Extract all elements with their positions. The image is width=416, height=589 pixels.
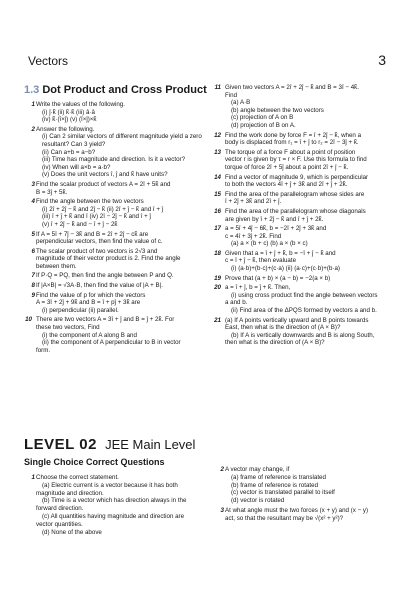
question-item <box>213 284 396 314</box>
question-line: (c) All quantities having magnitude and direction are <box>42 512 185 520</box>
question-line: A = 3î + 2ĵ + 9k̂ and B = î + pĵ + 3k̂ are <box>36 299 141 307</box>
question-number: 4 <box>31 198 35 206</box>
question-item <box>24 272 208 280</box>
question-line: At what angle must the two forces (x + y) and (x − y) <box>225 506 369 514</box>
question-line: (ii) the component of A perpendicular to B in vector <box>42 339 181 347</box>
question-type-heading: Single Choice Correct Questions <box>24 457 165 467</box>
question-number: 2 <box>31 125 35 133</box>
question-line: Answer the following. <box>36 125 95 133</box>
page-header <box>28 54 386 70</box>
question-line: (a) a × (b + c) (b) a × (b × c) <box>231 240 308 248</box>
question-item <box>24 316 208 354</box>
question-line: between them. <box>36 262 77 270</box>
question-line: c = 4î + 3ĵ + 2k̂. Find <box>225 232 282 240</box>
question-line: If |A×B| = √3A·B, then find the value of |A + B|. <box>36 282 163 290</box>
question-number: 5 <box>31 230 35 238</box>
left-question-list <box>24 101 208 354</box>
question-number: 19 <box>214 274 221 282</box>
question-line: magnitude and direction. <box>36 489 104 497</box>
question-number: 8 <box>31 282 35 290</box>
question-line: î + 2ĵ + 3k̂ and 2î + ĵ. <box>225 198 282 206</box>
chapter-title: Vectors <box>28 54 69 68</box>
question-line: (b) frame of reference is rotated <box>231 481 319 489</box>
question-item <box>213 149 396 172</box>
question-line: a = î + ĵ, b = ĵ + k̂. Then, <box>225 284 291 292</box>
bottom-left-question-list <box>24 474 204 536</box>
question-number: 12 <box>214 131 221 139</box>
question-number: 9 <box>31 291 35 299</box>
question-line: these two vectors, Find <box>36 324 100 332</box>
question-line: (b) Time is a vector which has direction always in the <box>42 497 187 505</box>
question-line: (b) angle between the two vectors <box>231 106 324 114</box>
question-item <box>213 250 396 273</box>
question-line: (b) If A is vertically downwards and B is along South, <box>231 331 375 339</box>
level-heading <box>24 436 394 467</box>
question-line: a and b. <box>225 299 248 307</box>
question-line: (c) projection of A on B <box>231 114 294 122</box>
question-line: The torque of a force F about a point of position <box>225 148 356 156</box>
question-number: 20 <box>214 284 221 292</box>
question-number: 1 <box>31 474 35 481</box>
question-line: (ii) Find area of the ΔPQS formed by vectors a and b. <box>231 307 377 315</box>
question-number: 10 <box>25 316 32 324</box>
question-number: 7 <box>31 272 35 280</box>
bottom-right-question-list <box>213 466 396 523</box>
left-column <box>24 84 208 356</box>
question-item <box>24 101 208 124</box>
question-number: 18 <box>214 249 221 257</box>
question-line: Write the values of the following. <box>36 101 125 108</box>
question-line: act, so that the resultant may be √(x² + y²)? <box>225 514 344 522</box>
section-title: Dot Product and Cross Product <box>42 84 207 96</box>
question-line: to both the vectors 4î + ĵ + 3k̂ and 2î + ĵ + 2k̂. <box>225 181 348 189</box>
question-item <box>24 126 208 179</box>
question-line: Find <box>225 91 238 99</box>
question-line: Prove that (a + b) × (a − b) = −2(a × b) <box>225 274 331 282</box>
question-line: then what is the direction of (A × B)? <box>225 339 325 347</box>
question-line: (a) Electric current is a vector because it has both <box>42 481 178 489</box>
question-item <box>24 231 208 246</box>
question-item <box>24 282 208 290</box>
question-number: 21 <box>214 316 221 324</box>
question-line: (i) 2î + 2ĵ − k̂ and 2ĵ − k̂ (ii) 2î + ĵ − k̂ and î + ĵ <box>42 205 164 213</box>
question-number: 16 <box>214 207 221 215</box>
question-item <box>213 132 396 147</box>
question-line: (iii) î + ĵ + k̂ and î (iv) 2î − 2ĵ − k̂ and î + ĵ <box>42 213 151 221</box>
question-line: Find the scalar product of vectors A = 2î + 5k̂ and <box>36 180 171 188</box>
question-line: (d) None of the above <box>42 528 102 536</box>
level-label: LEVEL 02 <box>24 436 97 453</box>
question-line: Find a vector of magnitude 9, which is perpendicular <box>225 173 369 181</box>
question-item <box>213 174 396 189</box>
question-line: are given by î + 2ĵ − k̂ and î + ĵ + 2k̂. <box>225 215 324 223</box>
question-line: There are two vectors A = 3î + ĵ and B = ĵ + 2k̂. For <box>36 316 175 324</box>
question-number: 2 <box>220 466 224 473</box>
question-number: 3 <box>31 180 35 188</box>
question-line: vector quantities. <box>36 520 83 528</box>
question-line: Find the area of the parallelogram whose sides are <box>225 190 365 198</box>
question-line: (iv) k̂·(î×ĵ) (v) (î×ĵ)×k̂ <box>42 116 97 124</box>
question-item <box>24 198 208 228</box>
right-column <box>213 84 396 349</box>
question-line: magnitude of their vector product is 2. Find the angle <box>36 255 181 263</box>
question-number: 17 <box>214 225 221 233</box>
question-line: (iii) Time has magnitude and direction. Is it a vector? <box>42 156 186 164</box>
question-line: (a) If A points vertically upward and B points towards <box>225 316 369 324</box>
question-line: c = î + ĵ − k̂, then evaluate <box>225 257 297 265</box>
question-line: a = 5î + 4ĵ − 6k̂, b = −2î + 2ĵ + 3k̂ and <box>225 225 327 233</box>
question-line: (d) projection of B on A. <box>231 121 296 129</box>
question-line: Find the area of the parallelogram whose diagonals <box>225 207 366 215</box>
question-line: (d) vector is rotated <box>231 497 285 505</box>
question-number: 3 <box>220 506 224 514</box>
page-number: 3 <box>378 52 386 68</box>
question-line: A vector may change, if <box>225 466 290 473</box>
question-number: 14 <box>214 173 221 181</box>
section-number: 1.3 <box>24 84 40 96</box>
question-line: Choose the correct statement. <box>36 474 119 481</box>
bottom-left-column <box>24 474 204 538</box>
question-item <box>213 225 396 248</box>
question-line: East, then what is the direction of (A × B)? <box>225 324 341 332</box>
question-line: (ii) Can a+b = a−b? <box>42 148 96 156</box>
question-line: vector r is given by τ = r × F. Use this formula to find <box>225 156 367 164</box>
question-item <box>213 466 396 505</box>
question-line: forward direction. <box>36 505 84 513</box>
question-line: Given two vectors A = 2î + 2ĵ − k̂ and B = 3î − 4k̂. <box>225 84 359 91</box>
question-number: 13 <box>214 148 221 156</box>
question-number: 1 <box>31 101 35 108</box>
question-item <box>213 208 396 223</box>
level-subtitle: JEE Main Level <box>105 437 196 452</box>
question-line: (i) Can 2 similar vectors of different magnitude yield a zero resultant? Can 3 yield? <box>42 133 202 148</box>
question-number: 15 <box>214 190 221 198</box>
question-line: If A = 5î + 7ĵ − 3k̂ and B = 2î + 2ĵ − ck̂ are <box>36 230 149 238</box>
question-line: Find the work done by force F = î + 2ĵ − k̂, when a <box>225 131 362 139</box>
question-line: (iv) When will a×b = a·b? <box>42 163 111 171</box>
question-item <box>213 507 396 523</box>
question-line: body is displaced from r₁ = î + ĵ to r₂ = 2î − 3ĵ + k̂. <box>225 139 359 147</box>
question-line: (a) frame of reference is translated <box>231 473 326 481</box>
question-line: (i) perpendicular (ii) parallel. <box>42 306 119 314</box>
question-item <box>213 191 396 206</box>
question-line: Given that a = î + ĵ + k̂, b = −î + ĵ − k̂ and <box>225 249 336 257</box>
question-line: perpendicular vectors, then find the value of c. <box>36 238 163 246</box>
section-heading <box>24 84 208 97</box>
question-line: torque of force 2î + 5ĵ about a point 2î + ĵ − k̂. <box>225 163 349 171</box>
question-line: form. <box>36 346 51 354</box>
question-item <box>24 248 208 271</box>
question-item <box>24 181 208 196</box>
question-line: (c) vector is translated parallel to itself <box>231 489 335 497</box>
question-number: 11 <box>214 84 221 91</box>
question-line: (i) the component of A along B and <box>42 331 137 339</box>
question-line: (i) (a·b)+(b·c)+(c·a) (ii) (a·c)+(c·b)+(b·a) <box>231 265 340 273</box>
question-line: (i) ĵ·k̂ (ii) k̂·k̂ (iii) â·â <box>42 108 95 116</box>
question-line: (a) A·B <box>231 99 251 107</box>
question-line: B = 3ĵ + 5k̂. <box>36 188 68 196</box>
question-line: The scalar product of two vectors is 2√3 and <box>36 247 158 255</box>
question-number: 6 <box>31 247 35 255</box>
question-item <box>213 275 396 283</box>
question-line: If P·Q = PQ, then find the angle between P and Q. <box>36 272 174 280</box>
question-item <box>24 292 208 315</box>
question-line: (v) î + 2ĵ − k̂ and − î + ĵ − 2k̂ <box>42 220 118 228</box>
question-item <box>213 317 396 347</box>
question-line: Find the value of p for which the vectors <box>36 291 146 299</box>
bottom-right-column <box>213 466 396 525</box>
question-line: (v) Does the unit vectors î, ĵ and k̂ have units? <box>42 171 168 179</box>
question-line: Find the angle between the two vectors <box>36 198 144 206</box>
question-item <box>213 84 396 130</box>
right-question-list <box>213 84 396 347</box>
question-item <box>24 474 204 536</box>
question-line: (i) using cross product find the angle between vectors <box>231 291 378 299</box>
